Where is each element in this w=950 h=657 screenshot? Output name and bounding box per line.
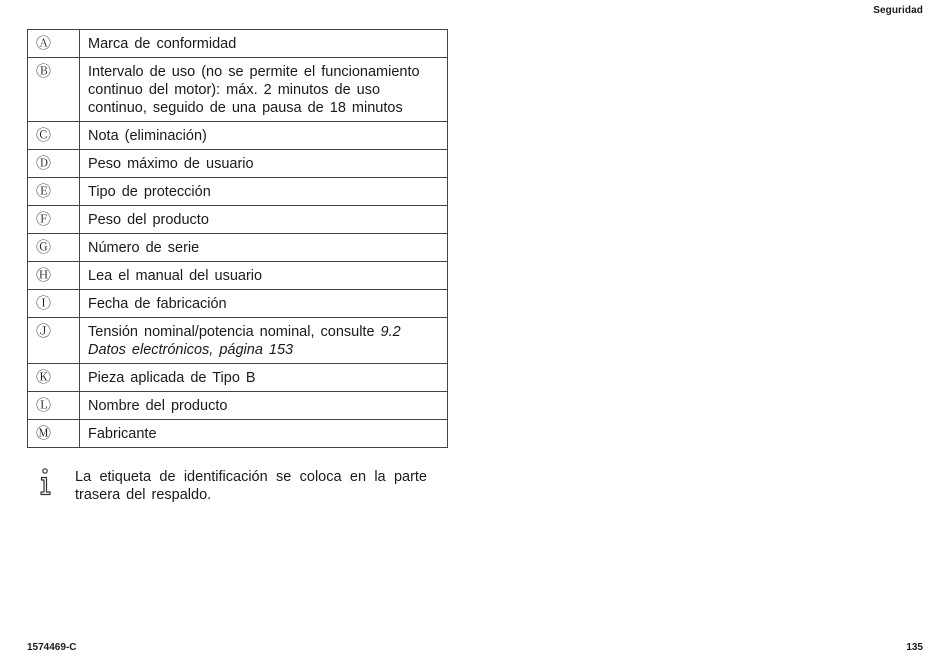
legend-symbol: Ⓛ [28,392,80,420]
table-row [28,58,448,122]
legend-description: Tipo de protección [80,178,448,206]
legend-symbol: Ⓑ [28,58,80,122]
legend-description-text: Tensión nominal/potencia nominal, consulte [88,324,381,340]
document-number: 1574469-C [27,642,77,653]
table-row [28,234,448,262]
info-icon [27,468,75,504]
legend-description: Peso del producto [80,206,448,234]
legend-symbol: Ⓘ [28,290,80,318]
legend-symbol: Ⓗ [28,262,80,290]
table-row [28,122,448,150]
page-number: 135 [906,642,923,653]
legend-table [27,29,448,448]
legend-description: Peso máximo de usuario [80,150,448,178]
table-row [28,262,448,290]
legend-description: Fecha de fabricación [80,290,448,318]
legend-description: Nombre del producto [80,392,448,420]
legend-description: Número de serie [80,234,448,262]
legend-symbol: Ⓔ [28,178,80,206]
legend-symbol: Ⓖ [28,234,80,262]
table-row [28,318,448,364]
legend-description: Pieza aplicada de Tipo B [80,364,448,392]
legend-description: Lea el manual del usuario [80,262,448,290]
table-row [28,206,448,234]
legend-symbol: Ⓕ [28,206,80,234]
legend-description: Nota (eliminación) [80,122,448,150]
section-title: Seguridad [873,5,923,16]
legend-symbol: Ⓚ [28,364,80,392]
legend-description: Marca de conformidad [80,30,448,58]
table-row [28,178,448,206]
legend-symbol: Ⓓ [28,150,80,178]
legend-symbol: Ⓙ [28,318,80,364]
table-row [28,420,448,448]
table-row [28,392,448,420]
table-row [28,150,448,178]
legend-symbol: Ⓐ [28,30,80,58]
legend-description: Fabricante [80,420,448,448]
cross-reference-link[interactable]: 9.2 Datos electrónicos, página 153 [88,324,401,358]
legend-symbol: Ⓜ [28,420,80,448]
table-row [28,290,448,318]
legend-symbol: Ⓒ [28,122,80,150]
legend-description [80,318,448,364]
legend-description: Intervalo de uso (no se permite el funcionamiento continuo del motor): máx. 2 minutos de uso continuo, seguido de una pausa de 18 minutos [80,58,448,122]
table-row [28,364,448,392]
info-note [27,468,427,504]
note-text: La etiqueta de identificación se coloca en la parte trasera del respaldo. [75,469,427,503]
table-row [28,30,448,58]
